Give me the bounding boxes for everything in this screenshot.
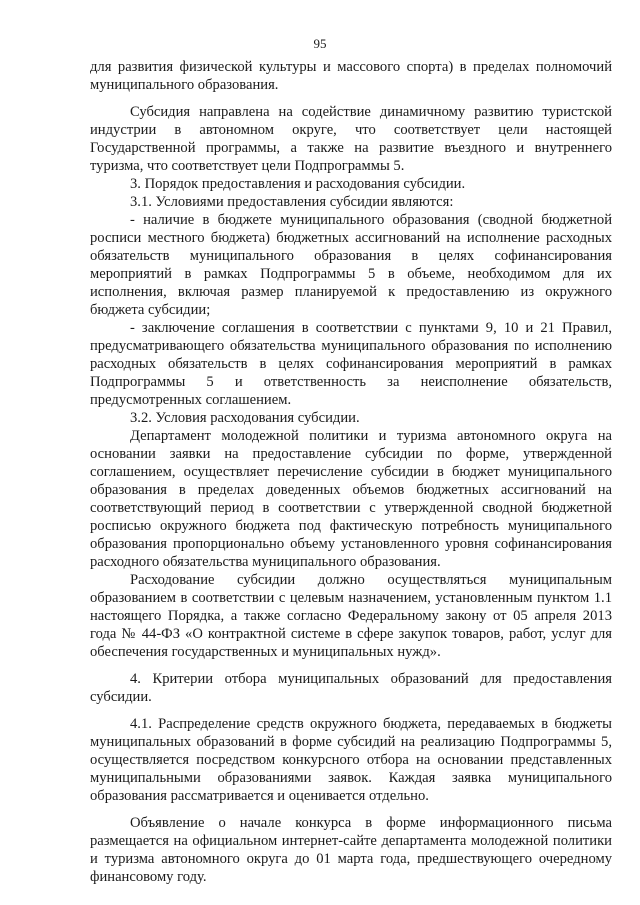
paragraph-continuation: для развития физической культуры и массового спорта) в пределах полномочий муниципального образования. (90, 59, 612, 93)
paragraph-subsidy-purpose: Субсидия направлена на содействие динамичному развитию туристской индустрии в автономном округе, что соответствует цели настоящей Государственной программы, а также на развитие въездного и внутреннего туризма, что соответствует цели Подпрограммы 5. (90, 104, 612, 174)
paragraph-spending-rules: Расходование субсидии должно осуществляться муниципальным образованием в соответствии с целевым назначением, установленным пунктом 1.1 настоящего Порядка, а также согласно Федеральному закону от 05 апреля 2013 года № 44-ФЗ «О контрактной системе в сфере закупок товаров, работ, услуг для обеспечения государственных и муниципальных нужд». (90, 572, 612, 660)
list-item-budget-condition: - наличие в бюджете муниципального образования (сводной бюджетной росписи местного бюджета) бюджетных ассигнований на исполнение расходных обязательств муниципального образования в целях софинансирования мероприятий в рамках Подпрограммы 5 в объеме, необходимом для их исполнения, включая размер планируемой к предоставлению из окружного бюджета субсидии; (90, 212, 612, 318)
document-body (90, 58, 612, 886)
paragraph-department-transfer: Департамент молодежной политики и туризма автономного округа на основании заявки на предоставление субсидии по форме, утвержденной соглашением, осуществляет перечисление субсидии в бюджет муниципального образования в пределах доведенных объемов бюджетных ассигнований на соответствующий период в соответствии с утвержденной сводной бюджетной росписью окружного бюджета под фактическую потребность муниципального образования пропорционально объему установленного уровня софинансирования расходного обязательства муниципального образования. (90, 428, 612, 570)
page-number: 95 (313, 36, 327, 51)
subsection-heading-3-1: 3.1. Условиями предоставления субсидии являются: (130, 194, 454, 210)
paragraph-contest-announcement: Объявление о начале конкурса в форме информационного письма размещается на официальном интернет-сайте департамента молодежной политики и туризма автономного округа до 01 марта года, предшествующего очередному финансовому году. (90, 815, 612, 885)
paragraph-4-1-distribution: 4.1. Распределение средств окружного бюджета, передаваемых в бюджеты муниципальных образований в форме субсидий на реализацию Подпрограммы 5, осуществляется посредством конкурсного отбора на основании представленных муниципальными образованиями заявок. Каждая заявка муниципального образования рассматривается и оценивается отдельно. (90, 716, 612, 804)
section-heading-3: 3. Порядок предоставления и расходования субсидии. (130, 176, 466, 192)
list-item-agreement-condition: - заключение соглашения в соответствии с пунктами 9, 10 и 21 Правил, предусматривающего обязательства муниципального образования по исполнению расходных обязательств в целях софинансирования мероприятий в рамках Подпрограммы 5 и ответственность за неисполнение обязательств, предусмотренных соглашением. (90, 320, 612, 408)
section-heading-4: 4. Критерии отбора муниципальных образований для предоставления субсидии. (90, 671, 612, 705)
subsection-heading-3-2: 3.2. Условия расходования субсидии. (130, 410, 360, 426)
